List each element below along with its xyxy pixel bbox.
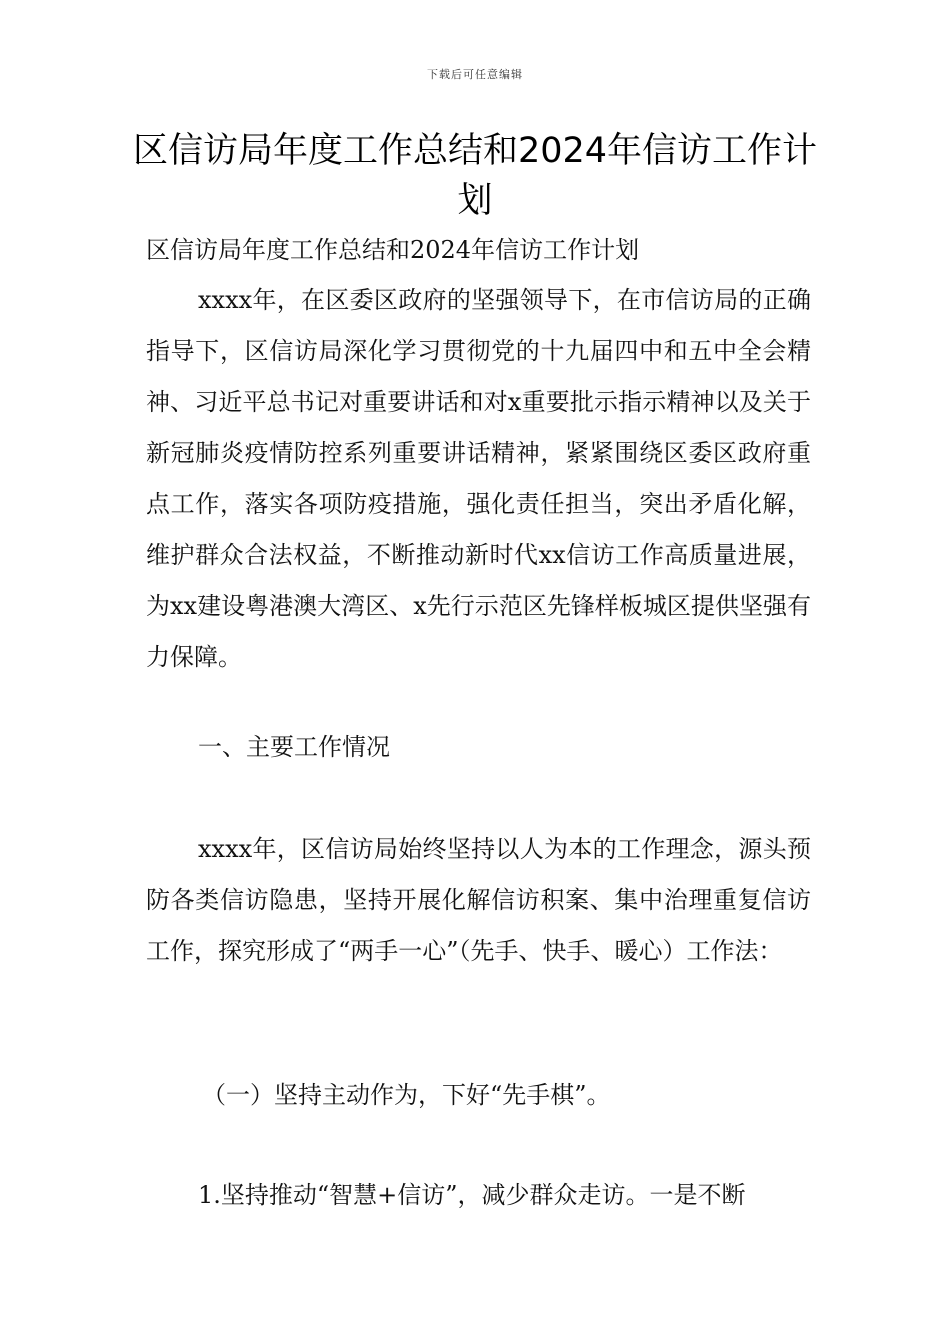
list-item-paragraph: 1.坚持推动“智慧+信访”，减少群众走访。一是不断 <box>198 1181 746 1209</box>
header-note: 下载后可任意编辑 <box>427 68 523 81</box>
section-heading: 一、主要工作情况 <box>198 733 390 761</box>
document-title: 区信访局年度工作总结和2024年信访工作计划 <box>132 131 818 221</box>
intro-paragraph: xxxx年，在区委区政府的坚强领导下，在市信访局的正确指导下，区信访局深化学习贯彻党的十九届四中和五中全会精神、习近平总书记对重要讲话和对x重要批示指示精神以及关于新冠肺炎疫情防控系列重要讲话精神，紧紧围绕区委区政府重点工作，落实各项防疫措施，强化责任担当，突出矛盾化解，维护群众合法权益，不断推动新时代xx信访工作高质量进展，为xx建设粤港澳大湾区、x先行示范区先锋样板城区提供坚强有力保障。 <box>146 286 811 671</box>
subsection-heading: （一）坚持主动作为，下好“先手棋”。 <box>202 1081 611 1109</box>
document-subtitle: 区信访局年度工作总结和2024年信访工作计划 <box>146 236 640 264</box>
section-paragraph: xxxx年，区信访局始终坚持以人为本的工作理念，源头预防各类信访隐患，坚持开展化解信访积案、集中治理重复信访工作，探究形成了“两手一心”（先手、快手、暖心）工作法： <box>146 835 811 965</box>
